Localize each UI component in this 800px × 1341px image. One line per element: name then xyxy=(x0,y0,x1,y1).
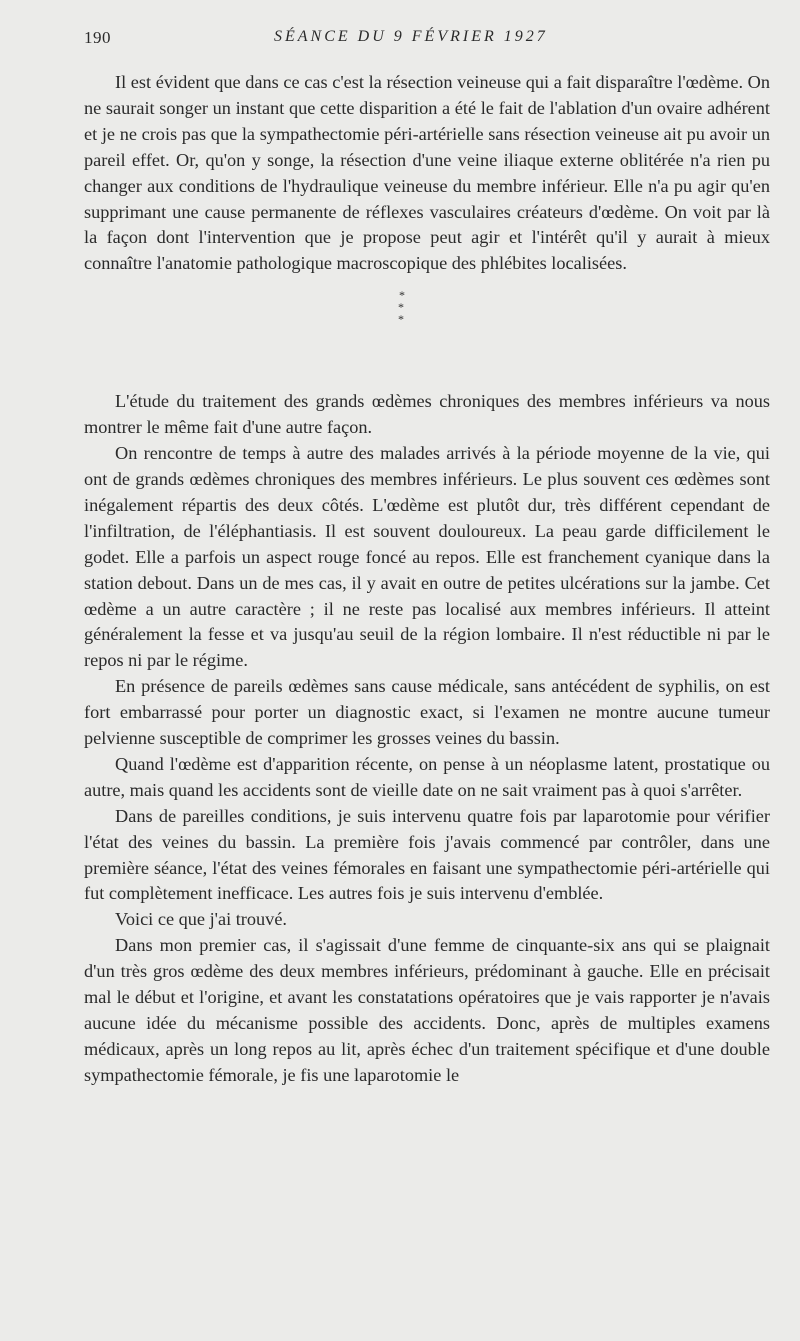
body-text xyxy=(84,70,770,1089)
section-break xyxy=(84,277,770,389)
paragraph: Dans mon premier cas, il s'agissait d'une femme de cinquante-six ans qui se plaignait d'un très gros œdème des deux membres inférieurs, prédominant à gauche. Elle en précisait mal le début et l'origine, et avant les constatations opératoires que je vais rapporter je n'avais aucune idée du mécanisme possible des accidents. Donc, après de multiples examens médicaux, après un long repos au lit, après échec d'un traitement spécifique et d'une double sympathectomie fémorale, je fis une laparotomie le xyxy=(84,935,770,1085)
paragraph: Il est évident que dans ce cas c'est la résection veineuse qui a fait disparaître l'œdème. On ne saurait songer un instant que cette disparition a été le fait de l'ablation d'un ovaire adhérent et je ne crois pas que la sympathectomie péri-artérielle sans résection veineuse ait pu avoir un pareil effet. Or, qu'on y songe, la résection d'une veine iliaque externe oblitérée n'a rien pu changer aux conditions de l'hydraulique veineuse du membre inférieur. Elle n'a pu agir qu'en supprimant une cause permanente de réflexes vasculaires créateurs d'œdème. On voit par là la façon dont l'intervention que je propose peut agir et l'intérêt qu'il y aurait à mieux connaître l'anatomie pathologique macroscopique des phlébites localisées. xyxy=(84,72,770,274)
page-header xyxy=(84,28,764,52)
paragraph: Quand l'œdème est d'apparition récente, on pense à un néoplasme latent, prostatique ou autre, mais quand les accidents sont de vieille date on ne sait vraiment pas à quoi s'arrêter. xyxy=(84,753,770,800)
paragraph: En présence de pareils œdèmes sans cause médicale, sans antécédent de syphilis, on est fort embarrassé pour porter un diagnostic exact, si l'examen ne montre aucune tumeur pelvienne susceptible de comprimer les grosses veines du bassin. xyxy=(84,676,770,749)
asterism-top: * xyxy=(399,288,405,303)
paragraph: Dans de pareilles conditions, je suis intervenu quatre fois par laparotomie pour vérifier l'état des veines du bassin. La première fois j'avais commencé par contrôler, dans une première séance, l'état des veines fémorales en faisant une sympathectomie péri-artérielle qui fut complètement inefficace. Les autres fois je suis intervenu d'emblée. xyxy=(84,805,770,904)
running-head: SÉANCE DU 9 FÉVRIER 1927 xyxy=(274,28,548,45)
paragraph: On rencontre de temps à autre des malades arrivés à la période moyenne de la vie, qui ont de grands œdèmes chroniques des membres inférieurs. Le plus souvent ces œdèmes sont inégalement répartis des deux côtés. L'œdème est plutôt dur, très différent cependant de l'infiltration, de l'éléphantiasis. Il est souvent douloureux. La peau garde difficilement le godet. Elle a parfois un aspect rouge foncé au repos. Elle est franchement cyanique dans la station debout. Dans un de mes cas, il y avait en outre de petites ulcérations sur la jambe. Cet œdème a un autre caractère ; il ne reste pas localisé aux membres inférieurs. Il atteint généralement la fesse et va jusqu'au seuil de la région lombaire. Il n'est réductible ni par le repos ni par le régime. xyxy=(84,443,770,671)
paragraph: Voici ce que j'ai trouvé. xyxy=(115,909,288,930)
asterism-bottom: * * xyxy=(398,300,414,327)
paragraph: L'étude du traitement des grands œdèmes chroniques des membres inférieurs va nous montrer le même fait d'une autre façon. xyxy=(84,391,770,438)
page-number: 190 xyxy=(84,28,111,47)
asterism xyxy=(382,289,422,325)
